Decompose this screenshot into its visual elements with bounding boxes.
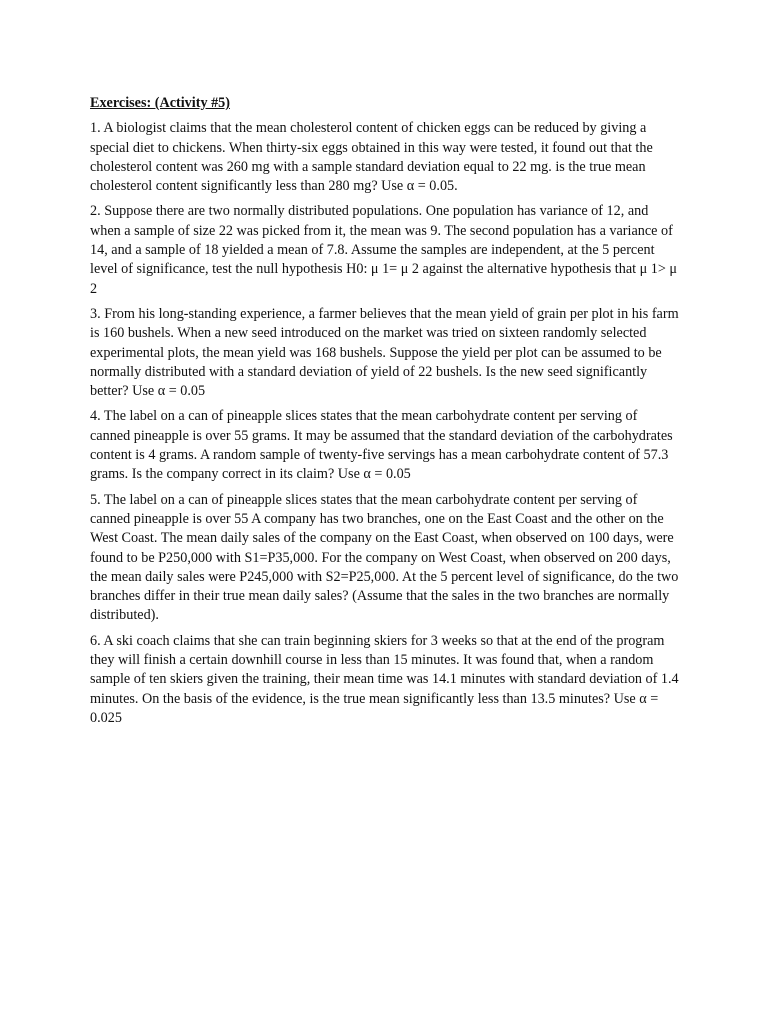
exercise-6: 6. A ski coach claims that she can train beginning skiers for 3 weeks so that at the end of the program they will finish a certain downhill course in less than 15 minutes. It was found that, when a random sample of ten skiers given the training, their mean time was 14.1 minutes with standard deviation of 1.4 minutes. On the basis of the evidence, is the true mean significantly less than 13.5 minutes? Use α = 0.025 — [90, 632, 679, 726]
document-page — [90, 94, 680, 734]
exercise-4: 4. The label on a can of pineapple slices states that the mean carbohydrate content per serving of canned pineapple is over 55 grams. It may be assumed that the standard deviation of the carbohydrates content is 4 grams. A random sample of twenty-five servings has a mean carbohydrate content of 57.3 grams. Is the company correct in its claim? Use α = 0.05 — [90, 408, 673, 483]
page-title: Exercises: (Activity #5) — [90, 95, 230, 111]
exercise-5: 5. The label on a can of pineapple slices states that the mean carbohydrate content per serving of canned pineapple is over 55 A company has two branches, one on the East Coast and the other on the West Coast. The mean daily sales of the company on the East Coast, when observed on 100 days, were found to be P250,000 with S1=P35,000. For the company on West Coast, when observed on 200 days, the mean daily sales were P245,000 with S2=P25,000. At the 5 percent level of significance, do the two branches differ in their true mean daily sales? (Assume that the sales in the two branches are normally distributed). — [90, 491, 679, 624]
exercise-2: 2. Suppose there are two normally distributed populations. One population has variance of 12, and when a sample of size 22 was picked from it, the mean was 9. The second population has a variance of 14, and a sample of 18 yielded a mean of 7.8. Assume the samples are independent, at the 5 percent level of significance, test the null hypothesis H0: μ 1= μ 2 against the alternative hypothesis that μ 1> μ 2 — [90, 203, 678, 297]
exercise-3: 3. From his long-standing experience, a farmer believes that the mean yield of grain per plot in his farm is 160 bushels. When a new seed introduced on the market was tried on sixteen randomly selected experimental plots, the mean yield was 168 bushels. Suppose the yield per plot can be assumed to be normally distributed with a standard deviation of yield of 22 bushels. Is the new seed significantly better? Use α = 0.05 — [90, 305, 679, 400]
exercise-1: 1. A biologist claims that the mean cholesterol content of chicken eggs can be reduced by giving a special diet to chickens. When thirty-six eggs obtained in this way were tested, it found out that the cholesterol content was 260 mg with a sample standard deviation equal to 22 mg. is the true mean cholesterol content significantly less than 280 mg? Use α = 0.05. — [90, 120, 653, 195]
